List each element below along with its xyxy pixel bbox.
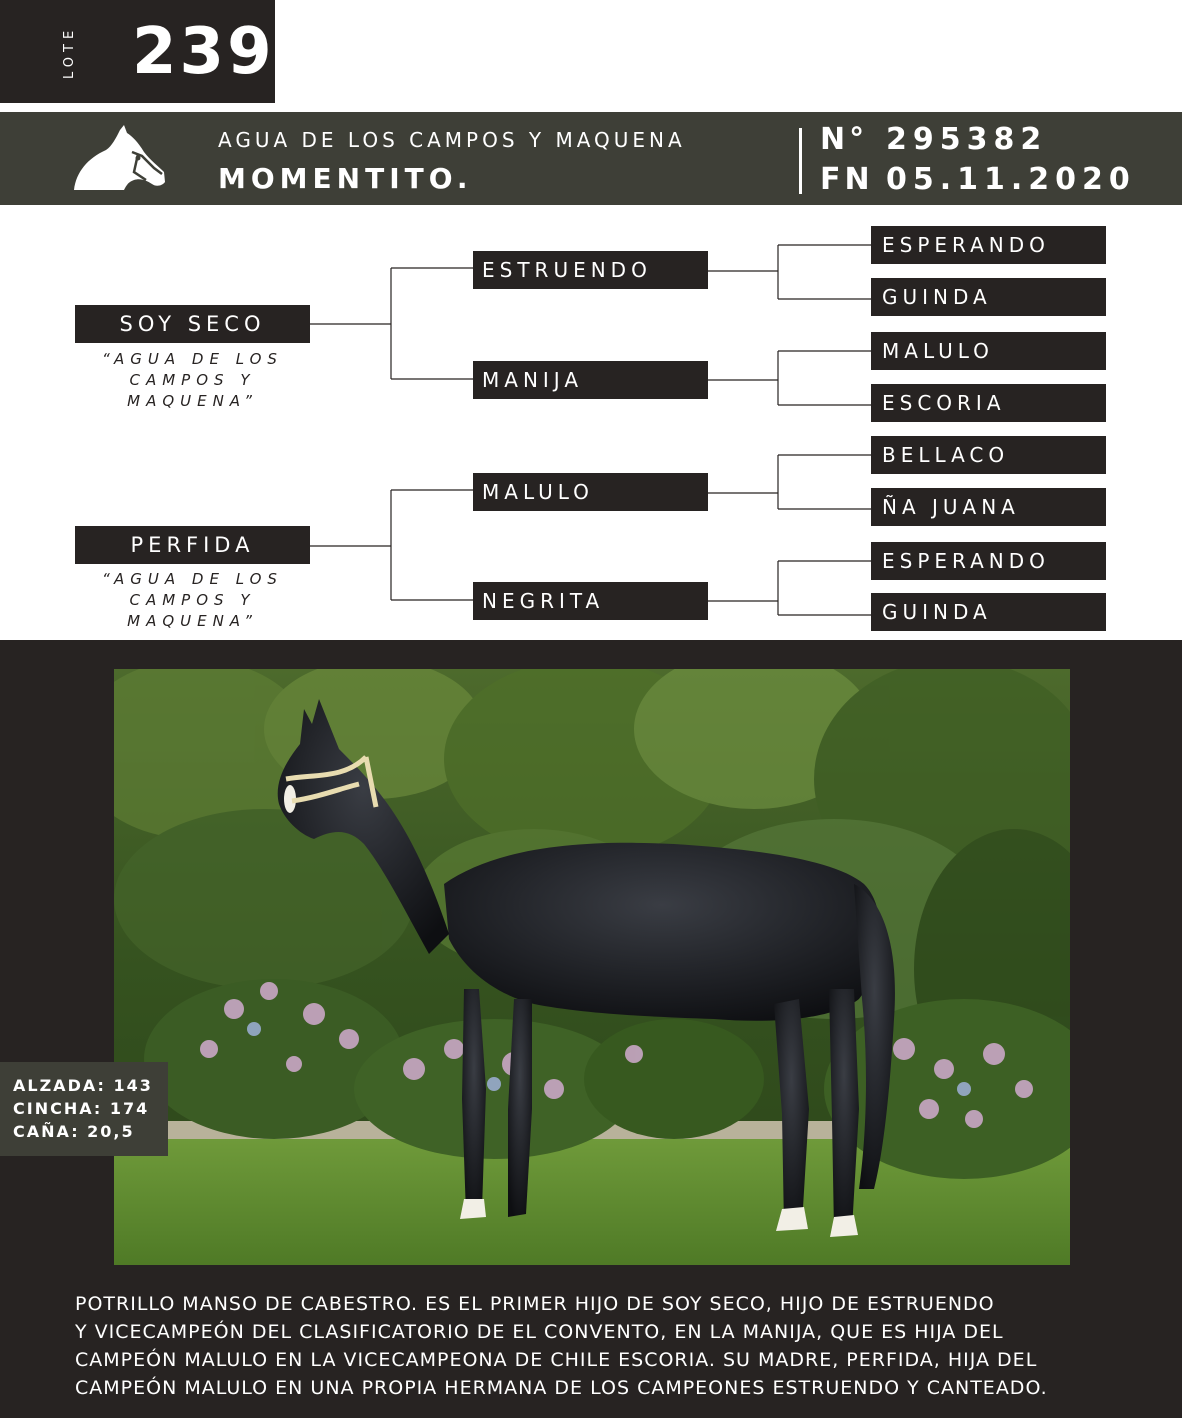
great-grandparent-box: ÑA JUANA — [871, 488, 1106, 526]
great-grandparent-box: MALULO — [871, 332, 1106, 370]
horse-photo — [114, 669, 1070, 1265]
great-grandparent-box: BELLACO — [871, 436, 1106, 474]
birth-date-label: FN — [820, 162, 874, 197]
sire-box: SOY SECO — [75, 305, 310, 343]
paternal-grandsire-box: ESTRUENDO — [473, 251, 708, 289]
great-grandparent-box: GUINDA — [871, 593, 1106, 631]
description-line: Y VICECAMPEÓN DEL CLASIFICATORIO DE EL CONVENTO, EN LA MANIJA, QUE ES HIJA DEL — [75, 1321, 1004, 1343]
description-line: CAMPEÓN MALULO EN LA VICECAMPEONA DE CHILE ESCORIA. SU MADRE, PERFIDA, HIJA DEL — [75, 1349, 1038, 1371]
birth-date: 05.11.2020 — [886, 162, 1136, 197]
alzada-measurement: ALZADA: 143 — [13, 1076, 153, 1095]
maternal-grandsire-box: MALULO — [473, 473, 708, 511]
lot-box — [0, 0, 275, 103]
registration-number: 295382 — [886, 122, 1048, 157]
sire-breeder-line2: CAMPOS Y MAQUENA” — [127, 371, 258, 410]
paternal-granddam-box: MANIJA — [473, 361, 708, 399]
header-divider — [799, 128, 802, 194]
sire-breeder-line1: “AGUA DE LOS — [102, 350, 283, 368]
cincha-measurement: CINCHA: 174 — [13, 1099, 150, 1118]
great-grandparent-box: ESPERANDO — [871, 542, 1106, 580]
description-line: POTRILLO MANSO DE CABESTRO. ES EL PRIMER HIJO DE SOY SECO, HIJO DE ESTRUENDO — [75, 1293, 995, 1315]
lot-label: LOTE — [62, 25, 77, 79]
breeder-name: AGUA DE LOS CAMPOS Y MAQUENA — [218, 128, 686, 152]
great-grandparent-box: GUINDA — [871, 278, 1106, 316]
description-line: CAMPEÓN MALULO EN UNA PROPIA HERMANA DE LOS CAMPEONES ESTRUENDO Y CANTEADO. — [75, 1377, 1048, 1399]
description — [75, 1290, 1135, 1402]
cana-measurement: CAÑA: 20,5 — [13, 1122, 135, 1141]
horse-name: MOMENTITO. — [218, 162, 473, 195]
great-grandparent-box: ESCORIA — [871, 384, 1106, 422]
measurements-box — [0, 1062, 168, 1156]
dam-breeder-line2: CAMPOS Y MAQUENA” — [127, 591, 258, 630]
lot-number: 239 — [132, 15, 275, 89]
horse-head-icon — [72, 124, 168, 194]
dam-breeder-line1: “AGUA DE LOS — [102, 570, 283, 588]
registration-label: N° — [820, 122, 869, 157]
great-grandparent-box: ESPERANDO — [871, 226, 1106, 264]
maternal-granddam-box: NEGRITA — [473, 582, 708, 620]
dam-box: PERFIDA — [75, 526, 310, 564]
